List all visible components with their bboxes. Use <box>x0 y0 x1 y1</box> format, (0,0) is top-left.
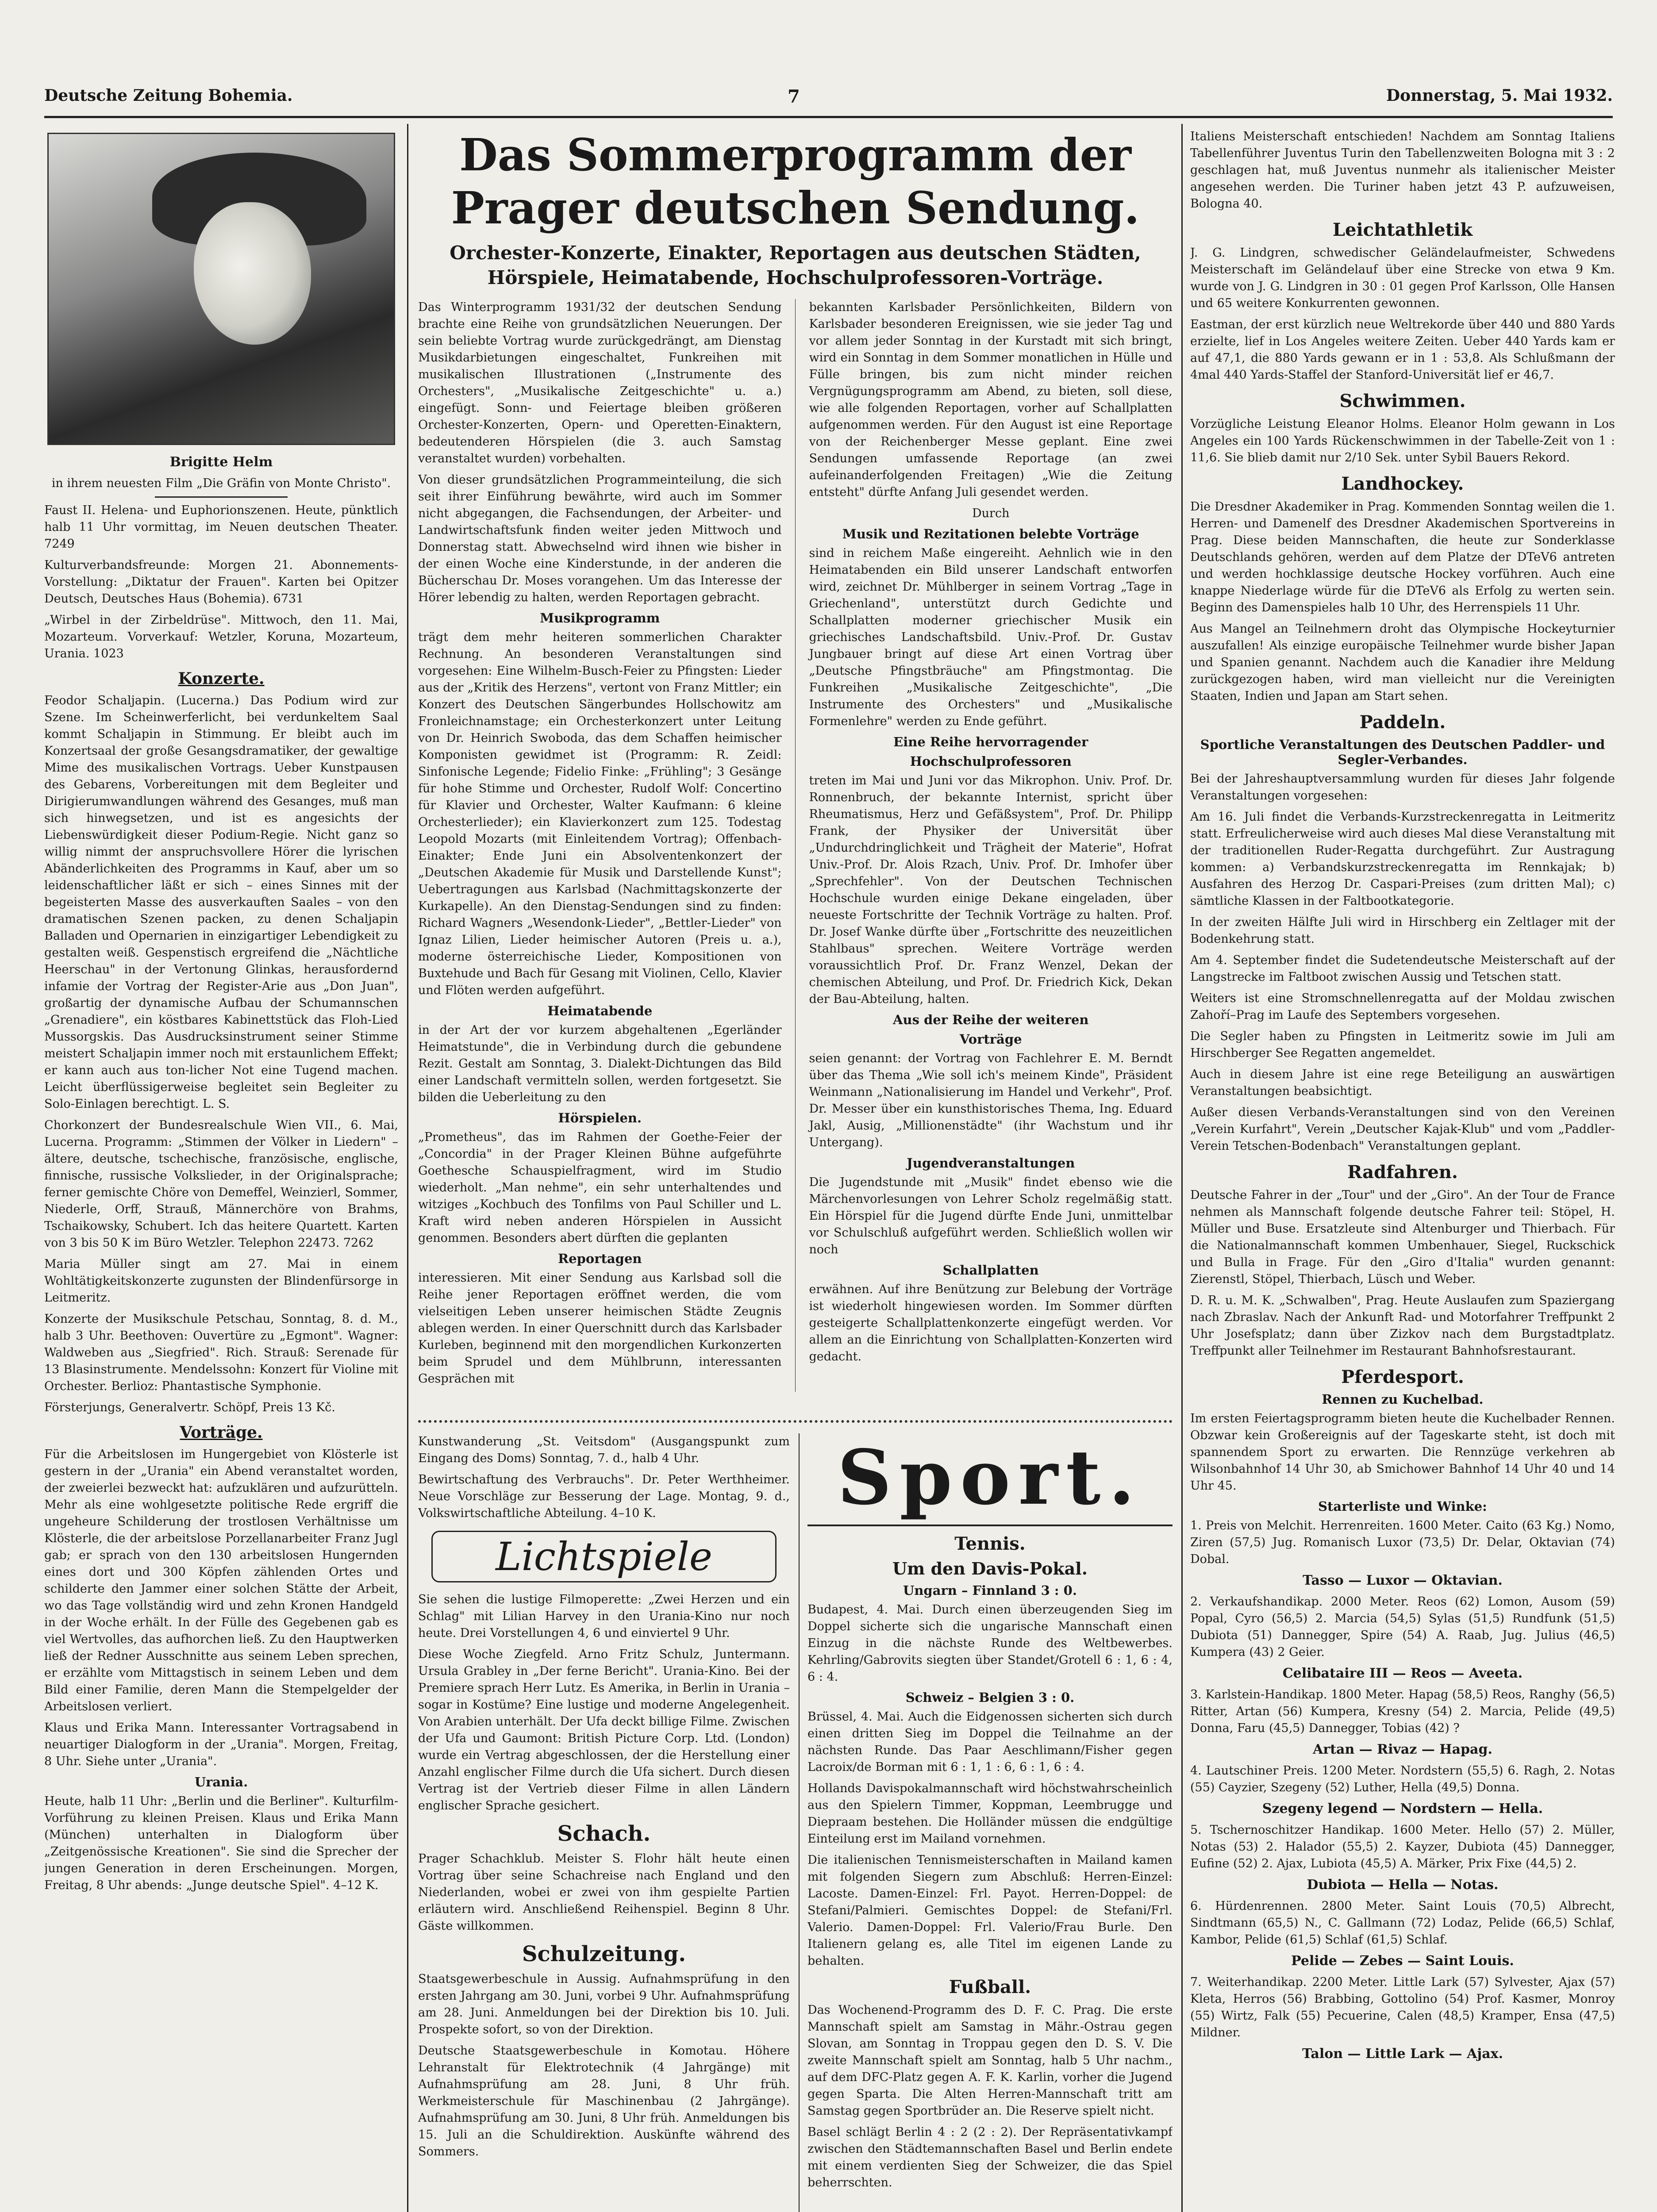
notice-bewirtschaftung: Bewirtschaftung des Verbrauchs". Dr. Peter Werthheimer. Neue Vorschläge zur Besserung der Lage. Montag, 9. d., Volkswirtschaftliche Abteilung. 4–10 K. <box>418 1473 790 1520</box>
paragraph: Das Wochenend-Programm des D. F. C. Prag. Die erste Mannschaft spielt am Samstag in Mähr.-Ostrau gegen Slovan, am Sonntag in Troppau gegen den D. S. V. Die zweite Mannschaft spielt am Sonntag, halb 5 Uhr nachm., auf dem DFC-Platz gegen A. F. K. Karlin, vorher die Jugend gegen Sparta. Die Alten Herren-Mannschaft tritt am Samstag gegen Sportbrüder an. Die Reserve spielt nicht. <box>807 2003 1173 2118</box>
heading-davis-pokal: Um den Davis-Pokal. <box>892 1559 1088 1578</box>
race-tip: Tasso — Luxor — Oktavian. <box>1303 1573 1503 1588</box>
section-heading-schulzeitung: Schulzeitung. <box>522 1942 686 1966</box>
main-article-col-a <box>418 299 782 1392</box>
race-entry: 2. Verkaufshandikap. 2000 Meter. Reos (62) Lomon, Ausom (59) Popal, Cyro (56,5) 2. Marcia (54,5) Sylas (51,5) Rundfunk (51,5) Dubiota (51) Dannegger, Spire (54) A. Raab, Jug. Julius (46,5) Kumpera (43) 2 Geier. <box>1190 1595 1615 1659</box>
paragraph: trägt dem mehr heiteren sommerlichen Charakter Rechnung. An besonderen Veranstaltungen sind vorgesehen: Eine Wilhelm-Busch-Feier zu Pfingsten: Lieder aus der „Kritik des Herzens", vertont von Franz Mittler; ein Konzert des Deutschen Sängerbundes Hollschowitz am Fronleichnamstage; ein Orchesterkonzert unter Leitung von Dr. Heinrich Swoboda, das dem Schaffen heimischer Komponisten gewidmet ist (Programm: R. Zeidl: Sinfonische Legende; Fidelio Finke: „Frühling"; 3 Gesänge für hohe Stimme und Orchester, Rudolf Wolf: Concertino für Klavier und Orchester, Walter Kaufmann: 6 kleine Orchesterlieder); ein Klavierkonzert zum 125. Todestag Leopold Mozarts (mit Einleitendem Vortrag); Offenbach-Einakter; Ende Juni ein Absolventenkonzert der „Deutschen Akademie für Musik und Darstellende Kunst"; Uebertragungen aus Karlsbad (Nachmittagskonzerte der Kurkapelle). An den Dienstag-Sendungen sind zu finden: Richard Wagners „Wesendonk-Lieder", „Bettler-Lieder" von Ignaz Lilien, Lieder heimischer Autoren (Preis u. a.), moderne österreichische Lieder, Kompositionen von Buxtehude und Bach für Gesang mit Violinen, Cello, Klavier und Flöten werden aufgeführt. <box>418 630 782 997</box>
article-chorkonzert: Chorkonzert der Bundesrealschule Wien VII., 6. Mai, Lucerna. Programm: „Stimmen der Völker in Liedern" – ältere, deutsche, tschechische, französische, englische, finnische, russische Volkslieder, in der Originalsprache; ferner gemischte Chöre von Demeffel, Weinzierl, Sommer, Niederle, Orff, Strauß, Männerchöre von Brahms, Tschaikowsky, Schubert. Ich das heitere Quartett. Karten von 3 bis 50 K im Büro Wetzler. Telephon 22473. 7262 <box>44 1118 398 1250</box>
subheading-hochschulprofessoren: Hochschulprofessoren <box>910 754 1072 769</box>
heading-kuchelbad: Rennen zu Kuchelbad. <box>1322 1392 1484 1407</box>
subheading-musik-rezit: Musik und Rezitationen belebte Vorträge <box>842 526 1139 541</box>
divider <box>807 1525 1173 1526</box>
portrait-photo <box>47 133 395 445</box>
heading-pferdesport: Pferdesport. <box>1341 1367 1464 1387</box>
subheading-musikprogramm: Musikprogramm <box>540 611 660 626</box>
race-tip: Artan — Rivaz — Hapag. <box>1313 1742 1492 1757</box>
article-lichtspiele: Diese Woche Ziegfeld. Arno Fritz Schulz, Juntermann. Ursula Grabley in „Der ferne Bericht". Urania-Kino. Bei der Premiere sprach Herr Lutz. Es Amerika, in Berlin in Urania – sogar in Kostüme? Eine lustige und moderne Angelegenheit. Von Arabien unterhält. Der Ufa deckt billige Filme. Zwischen der Ufa und Gaumont: British Picture Corp. Ltd. (London) wurde ein Vertrag abgeschlossen, der die Herstellung einer Anzahl englischer Filme durch die Ufa sichert. Durch diesen Vertrag ist der Vertrieb dieser Filme in allen Ländern englischer Sprache gesichert. <box>418 1647 790 1813</box>
race-tip: Talon — Little Lark — Ajax. <box>1302 2046 1503 2062</box>
paragraph: J. G. Lindgren, schwedischer Geländelaufmeister, Schwedens Meisterschaft im Geländelauf über eine Strecke von etwa 9 Km. wurde von J. G. Lindgren in 30 : 01 gegen Prof Karlsson, Olle Hansen und 65 weitere Konkurrenten gewonnen. <box>1190 246 1615 310</box>
heading-radfahren: Radfahren. <box>1347 1162 1458 1183</box>
heading-paddeln: Paddeln. <box>1359 712 1446 733</box>
column-divider <box>407 124 408 2212</box>
notice-petschau: Konzerte der Musikschule Petschau, Sonntag, 8. d. M., halb 3 Uhr. Beethoven: Ouvertüre zu „Egmont". Wagner: Waldweben aus „Siegfried". Rich. Strauß: Serenade für 13 Blasinstrumente. Mendelssohn: Konzert für Violine mit Orchester. Berlioz: Phantastische Symphonie. <box>44 1312 398 1393</box>
sport-section <box>807 1433 1173 2212</box>
heading-tennis: Tennis. <box>954 1533 1026 1554</box>
article-arbeitslose: Für die Arbeitslosen im Hungergebiet von Klösterle ist gestern in der „Urania" ein Abend veranstaltet worden, der zweierlei bezweckt hat: aufzuklären und aufzurütteln. Mehr als eine wohlgesetzte politische Rede ergriff die ungeheure Schilderung der trostlosen Verhältnisse um Klösterle, die der arbeitslose Porzellanarbeiter Franz Jugl gab; er sprach von den 130 arbeitslosen Hungernden eines dort und 300 Köpfen zählenden Ortes und schilderte den Jammer einer solchen Stätte der Arbeit, wo das Tage vollständig wird und zehn Kronen Handgeld in der Woche erhält. In der Fülle des Gegebenen gab es viel Wertvolles, das aufhorchen ließ. Zu den Hauptwerken ließ der Redner Ausschnitte aus seinem Leben sprechen, er erzählte vom Mittagstisch in seinem Leben und dem Bild einer Familie, deren Mann die Stempelgelder der Arbeitslosen verliert. <box>44 1448 398 1713</box>
race-tip: Celibataire III — Reos — Aveeta. <box>1282 1666 1523 1681</box>
heading-fussball: Fußball. <box>949 1977 1031 1997</box>
dotted-divider <box>418 1420 1173 1423</box>
race-tip: Pelide — Zebes — Saint Louis. <box>1291 1953 1514 1969</box>
notice-aussig: Staatsgewerbeschule in Aussig. Aufnahmsprüfung in den ersten Jahrgang am 30. Juni, vorbei 9 Uhr. Aufnahmsprüfung am 28. Juni. Anmeldungen bei der Direktion bis 10. Juli. Prospekte sofort, so von der Direktion. <box>418 1972 790 2036</box>
paragraph: Am 4. September findet die Sudetendeutsche Meisterschaft auf der Langstrecke im Faltboot zwischen Aussig und Tetschen statt. <box>1190 953 1615 984</box>
section-heading-schach: Schach. <box>557 1821 651 1846</box>
race-tip: Szegeny legend — Nordstern — Hella. <box>1262 1801 1543 1816</box>
paragraph: treten im Mai und Juni vor das Mikrophon. Univ. Prof. Dr. Ronnenbruch, der bekannte Internist, spricht über Rheumatismus, Herz und Gefäßsystem", Prof. Dr. Philipp Frank, der Physiker der Universität über „Undurchdringlichkeit und Trägheit der Materie", Hofrat Univ.-Prof. Dr. Alois Rzach, Univ. Prof. Dr. Imhofer über „Sprechfehler". Von der Deutschen Technischen Hochschule wurden einige Dekane eingeladen, über neueste Fortschritte der Technik Vorträge zu halten. Prof. Dr. Josef Wanke dürfte über „Fortschritte des neuzeitlichen Stahlbaus" sprechen. Weitere Vorträge werden voraussichtlich Prof. Dr. Franz Wenzel, Dekan der chemischen Abteilung, und Prof. Dr. Friedrich Kick, Dekan der Bau-Abteilung, halten. <box>809 774 1173 1006</box>
paragraph: Die Dresdner Akademiker in Prag. Kommenden Sonntag weilen die 1. Herren- und Damenelf des Dresdner Akademischen Sportvereins in Prag. Diese beiden Mannschaften, die heute zur Sonderklasse Deutschlands gehören, werden auf dem Platze der DTeV6 antreten und werden hochklassige deutsche Hockey vorführen. Auch eine knappe Niederlage würde für die DTeV6 als Erfolg zu werten sein. Beginn des Damenspieles halb 10 Uhr, des Herrenspiels 11 Uhr. <box>1190 500 1615 614</box>
subheading-jugend: Jugendveranstaltungen <box>907 1156 1075 1171</box>
paragraph: Durch <box>972 507 1010 520</box>
subheading-paddeln: Sportliche Veranstaltungen des Deutschen Paddler- und Segler-Verbandes. <box>1200 737 1605 767</box>
sport-title: Sport. <box>837 1433 1143 1522</box>
notice-wirbel: „Wirbel in der Zirbeldrüse". Mittwoch, den 11. Mai, Mozarteum. Vorverkauf: Wetzler, Koruna, Mozarteum, Urania. 1023 <box>44 613 398 661</box>
inner-divider <box>795 299 796 1392</box>
race-entry: 7. Weiterhandikap. 2200 Meter. Little Lark (57) Sylvester, Ajax (57) Kleta, Herros (56) Brabbing, Gottolino (54) Prof. Kasmer, Monroy (55) Wirtz, Falk (55) Pecuerine, Calen (48,5) Kramper, Ensa (47,5) Mildner. <box>1190 1975 1615 2039</box>
newspaper-name: Deutsche Zeitung Bohemia. <box>44 86 293 105</box>
race-entry: 4. Lautschiner Preis. 1200 Meter. Nordstern (55,5) 6. Ragh, 2. Notas (55) Cayzier, Szegeny (52) Luther, Hella (49,5) Donna. <box>1190 1764 1615 1794</box>
column-left <box>44 128 398 2212</box>
paragraph: Brüssel, 4. Mai. Auch die Eidgenossen sicherten sich durch einen dritten Sieg im Doppel die Teilnahme an der nächsten Runde. Das Paar Aeschlimann/Fisher gegen Lacroix/de Borman mit 6 : 1, 1 : 6, 6 : 1, 6 : 4. <box>807 1710 1173 1774</box>
race-entry: 3. Karlstein-Handikap. 1800 Meter. Hapag (58,5) Reos, Ranghy (56,5) Ritter, Artan (56) Kumpera, Kresny (54) 2. Marcia, Pelide (49,5) Donna, Faru (45,5) Dannegger, Tobias (42) ? <box>1190 1688 1615 1735</box>
main-deck: Orchester-Konzerte, Einakter, Reportagen aus deutschen Städten, Hörspiele, Heimatabende, Hochschulprofessoren-Vorträge. <box>450 242 1141 288</box>
article-schaljapin: Feodor Schaljapin. (Lucerna.) Das Podium wird zur Szene. Im Scheinwerferlicht, bei verdunkeltem Saal kommt Schaljapin in Stimmung. Er bleibt auch im Konzertsaal der große Gesangsdramatiker, der gewaltige Mime des musikalischen Vortrags. Ueber Kunstpausen des Gebarens, Vorbereitungen mit dem Begleiter und Dirigierumwandlungen während des Gesanges, muß man sich hinwegsetzen, und ist es angesichts der Liebenswürdigkeit dieser Podium-Regie. Nicht ganz so willig nimmt der anspruchsvollere Hörer die lyrischen Abänderlichkeiten des Programms in Kauf, aber um so leidenschaftlicher läßt er sich – eines Sinnes mit der begeisterten Masse des ausverkauften Saales – von den dramatischen Szenen packen, zu denen Schaljapin Balladen und Opernarien in einzigartiger Lebendigkeit zu gestalten weiß. Gespenstisch ergreifend die „Nächtliche Heerschau" in der Vertonung Glinkas, herausfordernd infamie der Vortrag der Register-Arie aus „Don Juan", großartig der dynamische Aufbau der Schumannschen „Grenadiere", ein köstbares Kabinettstück das Floh-Lied Mussorgskis. Das Ausdrucksinstrument seiner Stimme meistert Schaljapin immer noch mit erstaunlichem Effekt; er kann auch aus ton-licher Not eine Tugend machen. Leicht überflüssigerweise begleitet sein Begleiter zu Solo-Einlagen berechtigt. L. S. <box>44 694 398 1111</box>
paragraph: „Prometheus", das im Rahmen der Goethe-Feier der „Concordia" in der Prager Kleinen Bühne aufgeführte Goethesche Schauspielfragment, wird im Studio wiederholt. „Man nehme", ein sehr unterhaltendes und witziges „Kochbuch des Tonfilms von Paul Schiller und L. Kraft wird neben anderen Hörspielen in Aussicht genommen. Besonders abert dürften die geplanten <box>418 1130 782 1245</box>
face-shape <box>194 202 311 345</box>
article-schach: Prager Schachklub. Meister S. Flohr hält heute einen Vortrag über seine Schachreise nach England und den Niederlanden, wobei er zwei von ihm gespielte Partien erläutern wird. Anschließend Reihenspiel. Beginn 8 Uhr. Gäste willkommen. <box>418 1852 790 1933</box>
paragraph: erwähnen. Auf ihre Benützung zur Belebung der Vorträge ist wiederholt hingewiesen worden. Im Sommer dürften gesteigerte Schallplattenkonzerte eingefügt werden. Vor allem an die Einrichtung von Schallplatten-Konzerten wird gedacht. <box>809 1283 1173 1363</box>
column-right <box>1190 128 1615 2212</box>
paragraph: Außer diesen Verbands-Veranstaltungen sind von den Vereinen „Verein Kurfahrt", Verein „Deutscher Kajak-Klub" und vom „Paddler-Verein Tetschen-Bodenbach" Veranstaltungen geplant. <box>1190 1106 1615 1153</box>
heading-schwimmen: Schwimmen. <box>1339 391 1466 411</box>
notice-faust: Faust II. Helena- und Euphorionszenen. Heute, pünktlich halb 11 Uhr vormittag, im Neuen deutschen Theater. 7249 <box>44 503 398 551</box>
article-lichtspiele: Sie sehen die lustige Filmoperette: „Zwei Herzen und ein Schlag" mit Lilian Harvey in den Urania-Kino nur noch heute. Drei Vorstellungen 4, 6 und einviertel 9 Uhr. <box>418 1593 790 1640</box>
main-article-body <box>418 299 1173 1392</box>
paragraph: Vorzügliche Leistung Eleanor Holms. Eleanor Holm gewann in Los Angeles ein 100 Yards Rückenschwimmen in der Tabelle-Zeit von 1 : 11,6. Sie blieb damit nur 2/10 Sek. unter Sybil Bauers Rekord. <box>1190 417 1615 465</box>
paragraph: Basel schlägt Berlin 4 : 2 (2 : 2). Der Repräsentativkampf zwischen den Städtemannschaften Basel und Berlin endete mit einem verdienten Sieg der Schweizer, die das Spiel beherrschten. <box>807 2125 1173 2189</box>
notice-foersterjungs: Försterjungs, Generalvertr. Schöpf, Preis 13 Kč. <box>44 1401 335 1414</box>
paragraph: Weiters ist eine Stromschnellenregatta auf der Moldau zwischen Zahoří–Prag im Laufe des Septembers vorgesehen. <box>1190 991 1615 1022</box>
subheading-reihe: Eine Reihe hervorragender <box>893 734 1088 749</box>
section-heading-vortraege: Vorträge. <box>180 1423 263 1442</box>
main-headline: Das Sommerprogramm der Prager deutschen Sendung. <box>451 129 1140 234</box>
section-heading-konzerte: Konzerte. <box>178 669 265 688</box>
paragraph: Auch in diesem Jahre ist eine rege Beteiligung an auswärtigen Veranstaltungen beabsichtigt. <box>1190 1068 1615 1098</box>
photo-caption-text: in ihrem neuesten Film „Die Gräfin von Monte Christo". <box>51 476 391 490</box>
photo-caption-name: Brigitte Helm <box>169 454 273 470</box>
masthead-rule <box>44 116 1613 118</box>
paragraph: Hollands Davispokalmannschaft wird höchstwahrscheinlich aus den Spielern Timmer, Koppman, Leembrugge und Diepraam bestehen. Die Holländer müssen die endgültige Einteilung erst im Mailand vornehmen. <box>807 1782 1173 1846</box>
notice-urania: Heute, halb 11 Uhr: „Berlin und die Berliner". Kulturfilm-Vorführung zu kleinen Preisen. Klaus und Erika Mann (München) unterhalten in Dialogform über „Zeitgenössische Kreationen". Sie sind die Sprecher der jungen Generation in deren Erscheinungen. Morgen, Freitag, 8 Uhr abends: „Junge deutsche Spiel". 4–12 K. <box>44 1794 398 1892</box>
masthead <box>44 86 1613 113</box>
race-tip: Dubiota — Hella — Notas. <box>1307 1877 1499 1893</box>
paragraph: interessieren. Mit einer Sendung aus Karlsbad soll die Reihe jener Reportagen eröffnet werden, die vom vielseitigen Leben unserer heimischen Städte Zeugnis ablegen werden. In einer Querschnitt durch das Karlsbader Kurleben, beginnend mit den morgendlichen Kurkonzerten beim Sprudel und dem Mühlbrunn, interessanten Gesprächen mit <box>418 1271 782 1386</box>
race-entry: 6. Hürdenrennen. 2800 Meter. Saint Louis (70,5) Albrecht, Sindtmann (65,5) N., C. Gallmann (72) Lodaz, Pelide (66,5) Schlaf, Kambor, Pelide (61,5) Schlaf (61,5) Schlaf. <box>1190 1899 1615 1947</box>
page-number: 7 <box>788 86 800 107</box>
notice-kulturverband: Kulturverbandsfreunde: Morgen 21. Abonnements-Vorstellung: „Diktatur der Frauen". Karten bei Opitzer Deutsch, Deutsches Haus (Bohemia). 6731 <box>44 558 398 606</box>
paragraph: Eastman, der erst kürzlich neue Weltrekorde über 440 und 880 Yards erzielte, lief in Los Angeles weitere Zeiten. Ueber 440 Yards kam er auf 47,1, die 880 Yards gewann er in 1 : 53,8. Als Schlußmann der 4mal 440 Yards-Staffel der Stanford-Universität lief er 46,7. <box>1190 318 1615 382</box>
divider <box>155 496 288 498</box>
subheading-aus-reihe: Aus der Reihe der weiteren <box>892 1012 1089 1027</box>
notice-kunstwanderung: Kunstwanderung „St. Veitsdom" (Ausgangspunkt zum Eingang des Doms) Sonntag, 7. d., halb 4 Uhr. <box>418 1435 790 1465</box>
paragraph: Das Winterprogramm 1931/32 der deutschen Sendung brachte eine Reihe von grundsätzlichen Neuerungen. Der sein beliebte Vortrag wurde zurückgedrängt, am Dienstag Musikdarbietungen eingeschaltet, Funkreihen mit musikalischen Illustrationen („Instrumente des Orchesters", „Musikalische Zeitgeschichte" u. a.) eingefügt. Sonn- und Feiertage bleiben größeren Orchester-Konzerten, Opern- und Operetten-Einaktern, bedeutenderen Hörspielen (die 3. auch Samstag veranstaltet wurden) vorbehalten. <box>418 300 782 465</box>
race-entry: 5. Tschernoschitzer Handikap. 1600 Meter. Hello (57) 2. Müller, Notas (53) 2. Halador (55,5) 2. Kayzer, Dubiota (45) Dannegger, Eufine (52) 2. Ajax, Lubiota (45,5) A. Märker, Prix Fixe (44,5) 2. <box>1190 1823 1615 1870</box>
paragraph: Budapest, 4. Mai. Durch einen überzeugenden Sieg im Doppel sicherte sich die ungarische Mannschaft einen Einzug in die nächste Runde des Weltbewerbes. Kehrling/Gabrovits siegten über Standet/Grotell 6 : 1, 6 : 4, 6 : 4. <box>807 1603 1173 1684</box>
notice-klaus-erika-mann: Klaus und Erika Mann. Interessanter Vortragsabend in neuartiger Dialogform in der „Urania". Morgen, Freitag, 8 Uhr. Siehe unter „Urania". <box>44 1721 398 1768</box>
subheading-schallplatten: Schallplatten <box>942 1263 1039 1278</box>
heading-ungarn-finnland: Ungarn – Finnland 3 : 0. <box>903 1583 1077 1598</box>
heading-leichtathletik: Leichtathletik <box>1332 219 1473 240</box>
paragraph: D. R. u. M. K. „Schwalben", Prag. Heute Auslaufen zum Spaziergang nach Zbraslav. Nach der Ankunft Rad- und Motorfahrer Treffpunkt 2 Uhr Josefsplatz; dann über Zizkov nach dem Burgstadtplatz. Treffpunkt aller Teilnehmer im Restaurant Bahnhofsrestaurant. <box>1190 1294 1615 1358</box>
heading-schweiz-belgien: Schweiz – Belgien 3 : 0. <box>905 1690 1075 1705</box>
paragraph: Am 16. Juli findet die Verbands-Kurzstreckenregatta in Leitmeritz statt. Erfreulicherweise wird auch dieses Mal diese Veranstaltung mit der traditionellen Ruder-Regatta durchgeführt. Zur Austragung kommen: a) Verbandskurzstreckenregatta im Rennkajak; b) Ausfahren des Herzog Dr. Caspari-Preises (zum dritten Mal); c) sämtliche Klassen in der Faltbootkategorie. <box>1190 810 1615 908</box>
subheading-vortraege: Vorträge <box>959 1032 1022 1047</box>
heading-landhockey: Landhockey. <box>1341 473 1464 494</box>
paragraph: Die italienischen Tennismeisterschaften in Mailand kamen mit folgenden Siegern zum Abschluß: Herren-Einzel: Lacoste. Damen-Einzel: Frl. Payot. Herren-Doppel: de Stefani/Palmieri. Gemischtes Doppel: de Stefani/Frl. Valerio. Damen-Doppel: Frl. Valerio/Frau Burle. Den Italienern gelang es, alle Titel im eigenen Lande zu behalten. <box>807 1853 1173 1968</box>
paragraph: Aus Mangel an Teilnehmern droht das Olympische Hockeyturnier auszufallen! Als einzige europäische Teilnehmer wurde bisher Japan und Spanien genannt. Nachdem auch die Kanadier ihre Meldung zurückgezogen haben, wird man vielleicht nur die Vereinigten Staaten, Indien und Japan am Start sehen. <box>1190 622 1615 703</box>
column-divider <box>799 1433 800 2212</box>
paragraph: sind in reichem Maße eingereiht. Aehnlich wie in den Heimatabenden ein Bild unserer Landschaft entworfen wird, zeichnet Dr. Mühlberger in seinem Vortrag „Tage in Griechenland", unterstützt durch Gedichte und Schallplatten moderner griechischer Musik ein griechisches Landschaftsbild. Univ.-Prof. Dr. Gustav Jungbauer bringt auf diese Art einen Vortrag über „Deutsche Pfingstbräuche" am Pfingstmontag. Die Funkreihen „Musikalische Zeitgeschichte", „Die Instrumente des Orchesters" und „Musikalische Formenlehre" werden zu Ende geführt. <box>809 546 1173 728</box>
subheading-heimatabende: Heimatabende <box>547 1003 653 1018</box>
paragraph: Italiens Meisterschaft entschieden! Nachdem am Sonntag Italiens Tabellenführer Juventus Turin den Tabellenzweiten Bologna mit 3 : 2 geschlagen hat, muß Juventus nunmehr als italienischer Meister angesehen werden. Die Turiner haben jetzt 43 P. aufzuweisen, Bologna 40. <box>1190 130 1615 211</box>
paragraph: Die Jugendstunde mit „Musik" findet ebenso wie die Märchenvorlesungen von Lehrer Scholz regelmäßig statt. Ein Hörspiel für die Jugend dürfte Ende Juni, unmittelbar vor Schulschluß aufgeführt werden. Schließlich wollen wir noch <box>809 1175 1173 1256</box>
subheading-reportagen: Reportagen <box>558 1251 642 1266</box>
race-entry: 1. Preis von Melchit. Herrenreiten. 1600 Meter. Caito (63 Kg.) Nomo, Ziren (57,5) Jug. Romanisch Luxor (73,5) Dr. Delar, Oktavian (74) Dobal. <box>1190 1519 1615 1566</box>
paragraph: Deutsche Fahrer in der „Tour" und der „Giro". An der Tour de France nehmen als Mannschaft folgende deutsche Fahrer teil: Stöpel, H. Müller und Buse. Ersatzleute sind Altenburger und Thierbach. Für die Nationalmannschaft kommen Umbenhauer, Siegel, Ruckschick und Bulla in Frage. Für den „Giro d'Italia" wurden genannt: Zierenstl, Stöpel, Thierbach, Lüsch und Weber. <box>1190 1188 1615 1286</box>
column-lower-mid <box>418 1433 790 2212</box>
paragraph: In der zweiten Hälfte Juli wird in Hirschberg ein Zeltlager mit der Bodenkehrung statt. <box>1190 915 1615 946</box>
paragraph: Von dieser grundsätzlichen Programmeinteilung, die sich seit ihrer Einführung bewährte, wird auch im Sommer nicht abgegangen, die Fachsendungen, der Arbeiter- und Landwirtschaftsfunk finden weiter jeden Mittwoch und Donnerstag statt. Abwechselnd wird ihnen wie bisher in der einen Woche eine Kinderstunde, in der anderen die Bücherschau Dr. Moses vorangehen. Um das Interesse der Hörer lebendig zu halten, werden Reportagen gebracht. <box>418 473 782 604</box>
paragraph: Die Segler haben zu Pfingsten in Leitmeritz sowie im Juli am Hirschberger See Regatten angemeldet. <box>1190 1029 1615 1060</box>
notice-komotau: Deutsche Staatsgewerbeschule in Komotau. Höhere Lehranstalt für Elektrotechnik (4 Jahrgänge) mit Aufnahmsprüfung am 28. Juni, 8 Uhr früh. Werkmeisterschule für Maschinenbau (2 Jahrgänge). Aufnahmsprüfung am 30. Juni, 8 Uhr früh. Anmeldungen bis 15. Juli an die Schuldirektion. Auskünfte während des Sommers. <box>418 2044 790 2158</box>
heading-starterliste: Starterliste und Winke: <box>1318 1499 1487 1514</box>
column-divider <box>1181 124 1183 2212</box>
subheading-hoerspiele: Hörspielen. <box>558 1110 642 1125</box>
issue-date: Donnerstag, 5. Mai 1932. <box>1386 86 1613 105</box>
paragraph: seien genannt: der Vortrag von Fachlehrer E. M. Berndt über das Thema „Wie soll ich's meinem Kinde", Präsident Weinmann „Nationalisierung im Handel und Verkehr", Prof. Dr. Messer über ein kunsthistorisches Thema, Ing. Eduard Jakl, Ausig, „Millionenstädte" (ihr Wachstum und ihr Untergang). <box>809 1052 1173 1149</box>
section-heading-urania: Urania. <box>194 1774 248 1790</box>
main-article <box>418 128 1173 1407</box>
paragraph: Bei der Jahreshauptversammlung wurden für dieses Jahr folgende Veranstaltungen vorgesehen: <box>1190 772 1615 803</box>
paragraph: Im ersten Feiertagsprogramm bieten heute die Kuchelbader Rennen. Obzwar kein Großereignis auf der Tageskarte steht, ist doch mit spannendem Sport zu erwarten. Die Rennzüge verkehren ab Wilsonbahnhof 14 Uhr 30, ab Smichower Bahnhof 14 Uhr 40 und 14 Uhr 45. <box>1190 1412 1615 1493</box>
main-article-col-b <box>809 299 1173 1392</box>
notice-maria-mueller: Maria Müller singt am 27. Mai in einem Wohltätigkeitskonzerte zugunsten der Blindenfürsorge in Leitmeritz. <box>44 1257 398 1305</box>
section-heading-lichtspiele: Lichtspiele <box>431 1531 777 1582</box>
paragraph: bekannten Karlsbader Persönlichkeiten, Bildern von Karlsbader besonderen Ereignissen, wie sie jeder Tag und vor allem jeder Sonntag in der Kurstadt mit sich bringt, wird ein Sonntag in dem Sommer monatlichen in Hülle und Fülle bringen, bis zum nicht minder reichen Vergnügungsprogramm am Abend, zu bieten, soll diese, wie alle folgenden Reportagen, vorher auf Schallplatten aufgenommen werden. Für den August ist eine Reportage von der Reichenberger Messe geplant. Eine zwei Sendungen umfassende Reportage (an zwei aufeinanderfolgenden Freitagen) „Wie die Zeitung entsteht" dürfte Anfang Juli gesendet werden. <box>809 300 1173 499</box>
paragraph: in der Art der vor kurzem abgehaltenen „Egerländer Heimatstunde", die in Verbindung durch die gebundene Rezit. Gestalt am Sonntag, 3. Dialekt-Dichtungen das Bild einer Landschaft vermitteln sollen, werden fortgesetzt. Sie bilden die Ueberleitung zu den <box>418 1023 782 1104</box>
